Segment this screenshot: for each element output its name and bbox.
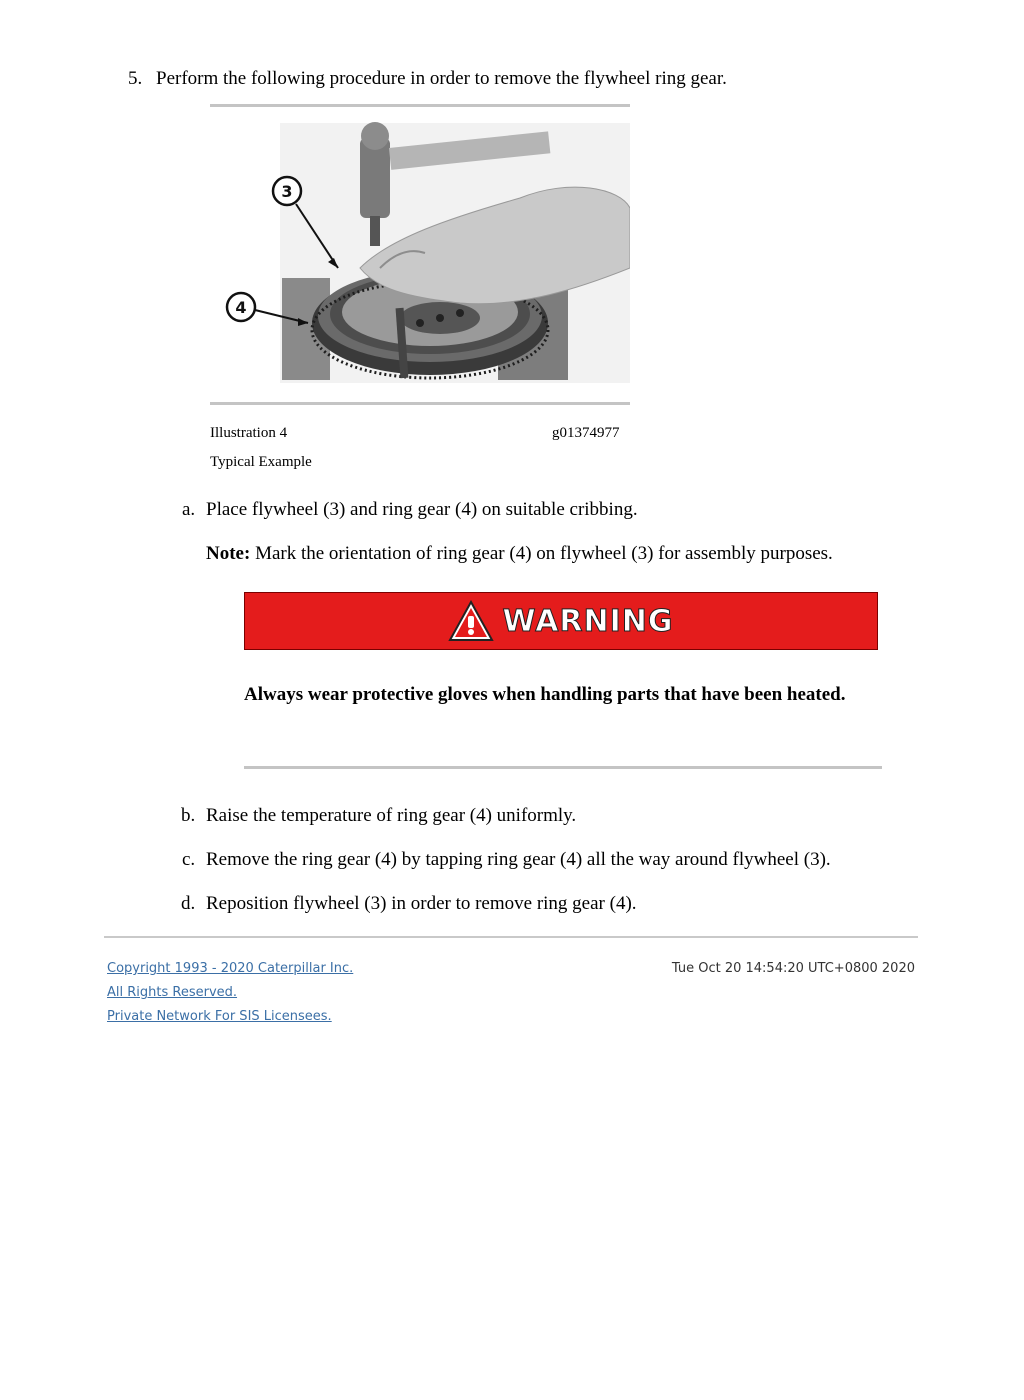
substep-a-letter: a. bbox=[182, 499, 196, 520]
figure-bottom-rule bbox=[210, 402, 630, 405]
substep-b-text: Raise the temperature of ring gear (4) uniformly. bbox=[206, 805, 577, 826]
figure-caption-id: g01374977 bbox=[552, 425, 620, 441]
substep-b-letter: b. bbox=[181, 805, 196, 826]
warning-bottom-rule bbox=[244, 766, 882, 769]
footer-network-link[interactable]: Private Network For SIS Licensees. bbox=[107, 1009, 332, 1024]
substep-d-letter: d. bbox=[181, 893, 196, 914]
callout-4-label: 4 bbox=[235, 298, 247, 317]
warning-triangle-icon bbox=[448, 600, 494, 642]
warning-text: Always wear protective gloves when handling parts that have been heated. bbox=[244, 684, 846, 705]
footer-rule bbox=[104, 936, 918, 938]
warning-banner bbox=[244, 592, 878, 650]
substep-d-text: Reposition flywheel (3) in order to remove ring gear (4). bbox=[206, 893, 637, 914]
substep-c-text: Remove the ring gear (4) by tapping ring gear (4) all the way around flywheel (3). bbox=[206, 849, 831, 870]
note-text: Mark the orientation of ring gear (4) on flywheel (3) for assembly purposes. bbox=[250, 543, 833, 564]
footer-rights-link[interactable]: All Rights Reserved. bbox=[107, 985, 238, 1000]
warning-title: WARNING bbox=[502, 603, 674, 639]
flywheel-ring-gear-illustration bbox=[220, 118, 630, 388]
figure-top-rule bbox=[210, 104, 630, 107]
figure-caption-subtitle: Typical Example bbox=[210, 454, 312, 470]
step-number: 5. bbox=[128, 68, 143, 89]
figure-caption-title: Illustration 4 bbox=[210, 425, 288, 441]
footer-copyright-link[interactable]: Copyright 1993 - 2020 Caterpillar Inc. bbox=[107, 961, 354, 976]
callout-3-label: 3 bbox=[281, 182, 293, 201]
note bbox=[206, 543, 833, 565]
footer-timestamp: Tue Oct 20 14:54:20 UTC+0800 2020 bbox=[671, 961, 915, 976]
substep-a-text: Place flywheel (3) and ring gear (4) on suitable cribbing. bbox=[206, 499, 638, 520]
step-text: Perform the following procedure in order to remove the flywheel ring gear. bbox=[156, 68, 727, 89]
note-label: Note: bbox=[206, 543, 251, 564]
substep-c-letter: c. bbox=[182, 849, 196, 870]
